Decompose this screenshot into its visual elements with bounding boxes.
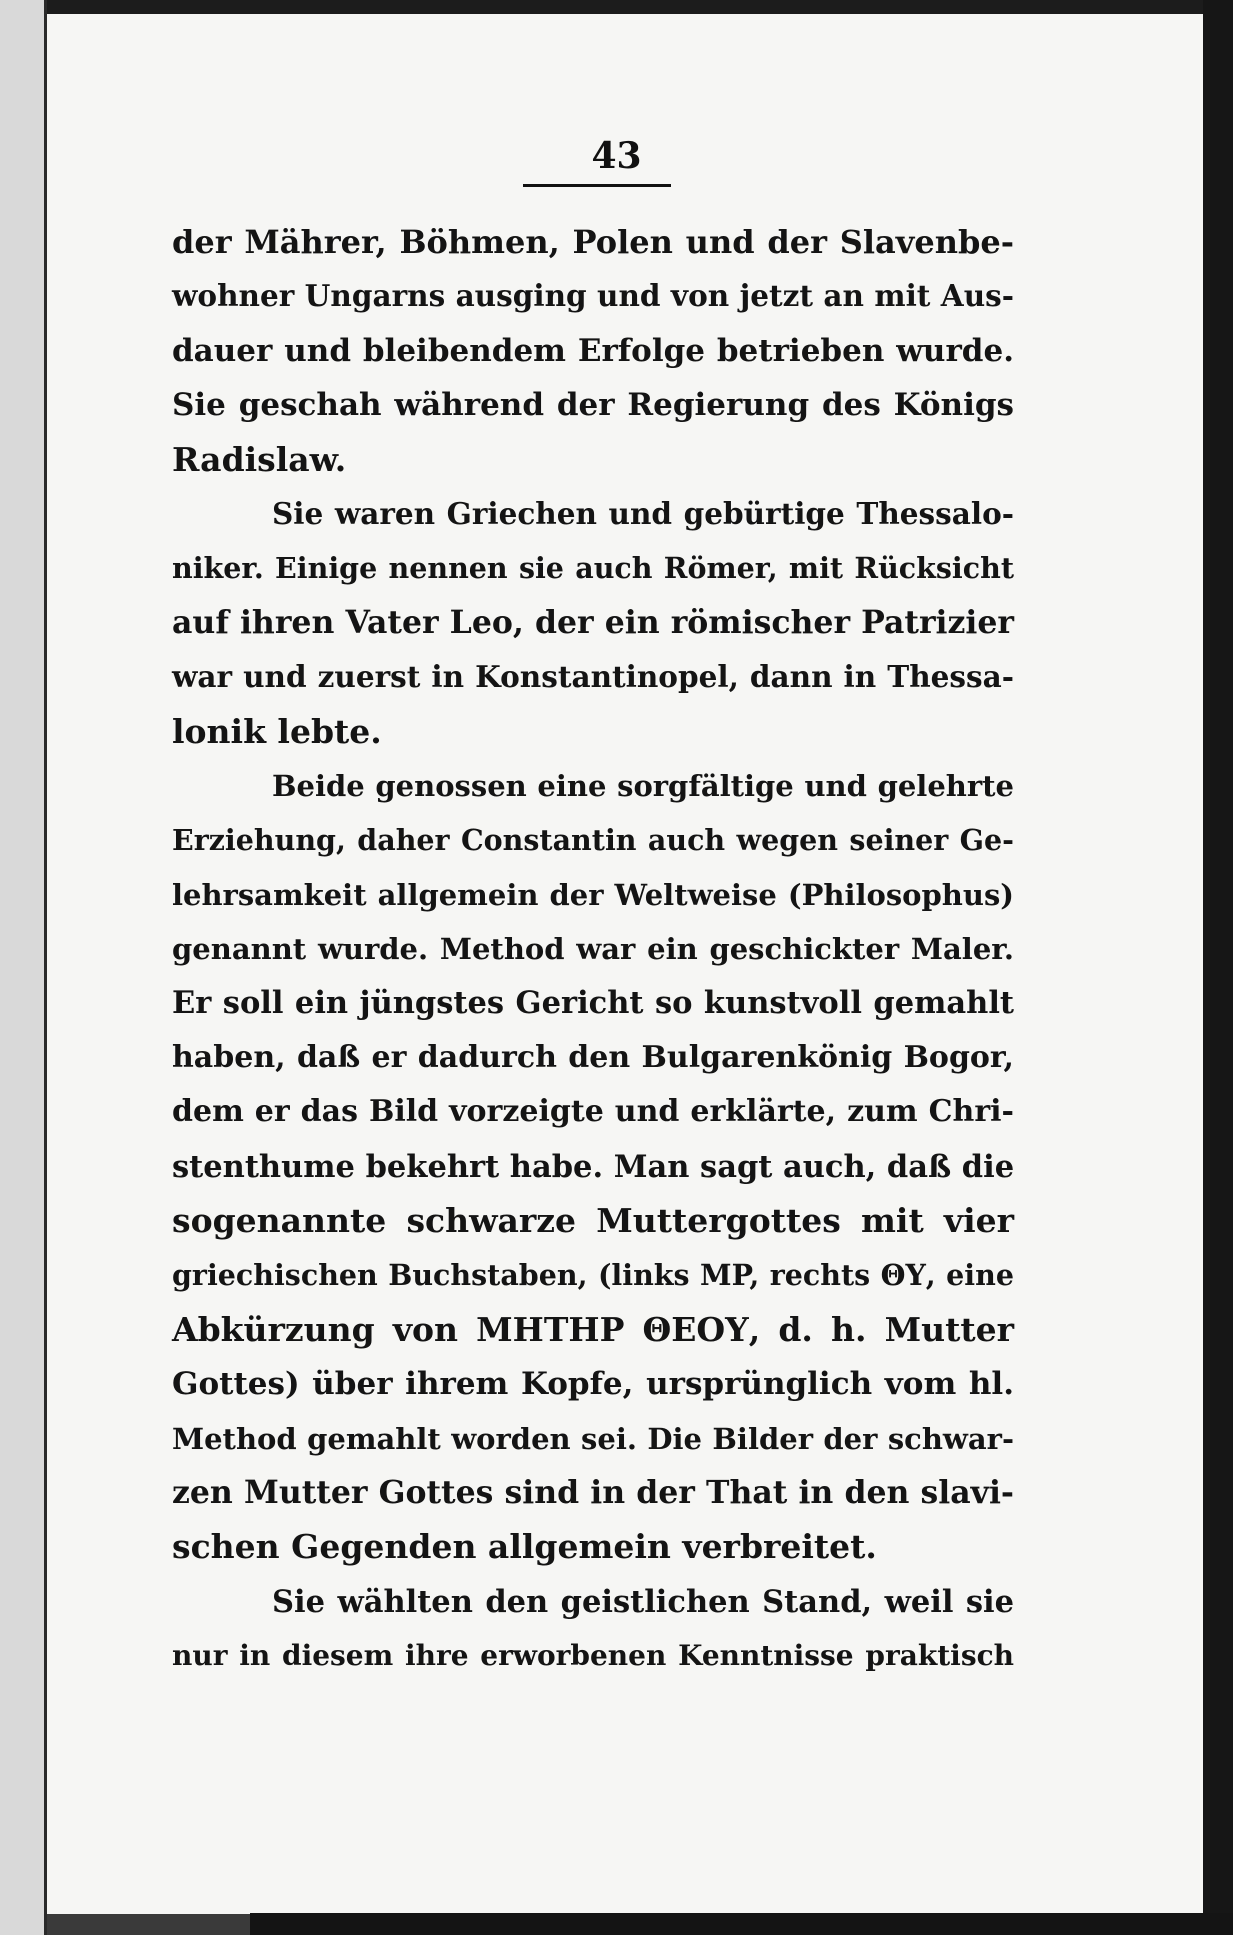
text-line: lonik lebte.	[172, 711, 382, 751]
text-line: haben, daß er dadurch den Bulgarenkönig Bogor,	[172, 1039, 1014, 1075]
text-line: Method gemahlt worden sei. Die Bilder der schwar-	[172, 1421, 1014, 1456]
text-line: nur in diesem ihre erworbenen Kenntnisse praktisch	[172, 1639, 1014, 1673]
text-line: schen Gegenden allgemein verbreitet.	[172, 1527, 877, 1567]
text-line: dem er das Bild vorzeigte und erklärte, zum Chri-	[172, 1094, 1014, 1130]
text-line: Sie geschah während der Regierung des Königs	[172, 387, 1014, 424]
previous-page-edge	[0, 0, 47, 1935]
page-number: 43	[591, 135, 642, 177]
body-text	[172, 215, 1014, 1684]
text-line: griechischen Buchstaben, (links MP, rechts ΘΥ, eine	[172, 1258, 1014, 1293]
scan-border-bottom	[250, 1913, 1233, 1935]
text-line: auf ihren Vater Leo, der ein römischer Patrizier	[172, 603, 1014, 641]
text-line: Beide genossen eine sorgfältige und gelehrte	[272, 768, 1014, 803]
text-line: genannt wurde. Method war ein geschickter Maler.	[172, 932, 1014, 967]
text-line: Er soll ein jüngstes Gericht so kunstvoll gemahlt	[172, 985, 1014, 1022]
text-line: stenthume bekehrt habe. Man sagt auch, daß die	[172, 1148, 1015, 1185]
scan-border-right	[1203, 0, 1233, 1935]
text-line: der Mährer, Böhmen, Polen und der Slavenbe-	[172, 223, 1014, 261]
text-line: Radislaw.	[172, 439, 347, 479]
text-line: Sie waren Griechen und gebürtige Thessalo-	[272, 495, 1014, 531]
text-line: Sie wählten den geistlichen Stand, weil sie	[272, 1583, 1014, 1620]
text-line: Gottes) über ihrem Kopfe, ursprünglich vom hl.	[172, 1366, 1014, 1403]
text-line: wohner Ungarns ausging und von jetzt an mit Aus-	[172, 278, 1014, 314]
text-line: war und zuerst in Konstantinopel, dann in Thessa-	[172, 659, 1014, 695]
page-number-rule	[523, 184, 671, 187]
text-line: dauer und bleibendem Erfolge betrieben wurde.	[172, 332, 1014, 369]
text-line: zen Mutter Gottes sind in der That in den slavi-	[172, 1473, 1014, 1511]
text-line: lehrsamkeit allgemein der Weltweise (Philosophus)	[172, 877, 1014, 912]
text-line: Erziehung, daher Constantin auch wegen seiner Ge-	[172, 823, 1014, 858]
text-line: niker. Einige nennen sie auch Römer, mit Rücksicht	[172, 551, 1014, 586]
text-line: Abkürzung von ΜΗΤΗΡ ΘΕΟΥ, d. h. Mutter	[172, 1309, 1014, 1349]
scan-border-top	[0, 0, 1233, 14]
text-line: sogenannte schwarze Muttergottes mit vier	[172, 1201, 1014, 1241]
